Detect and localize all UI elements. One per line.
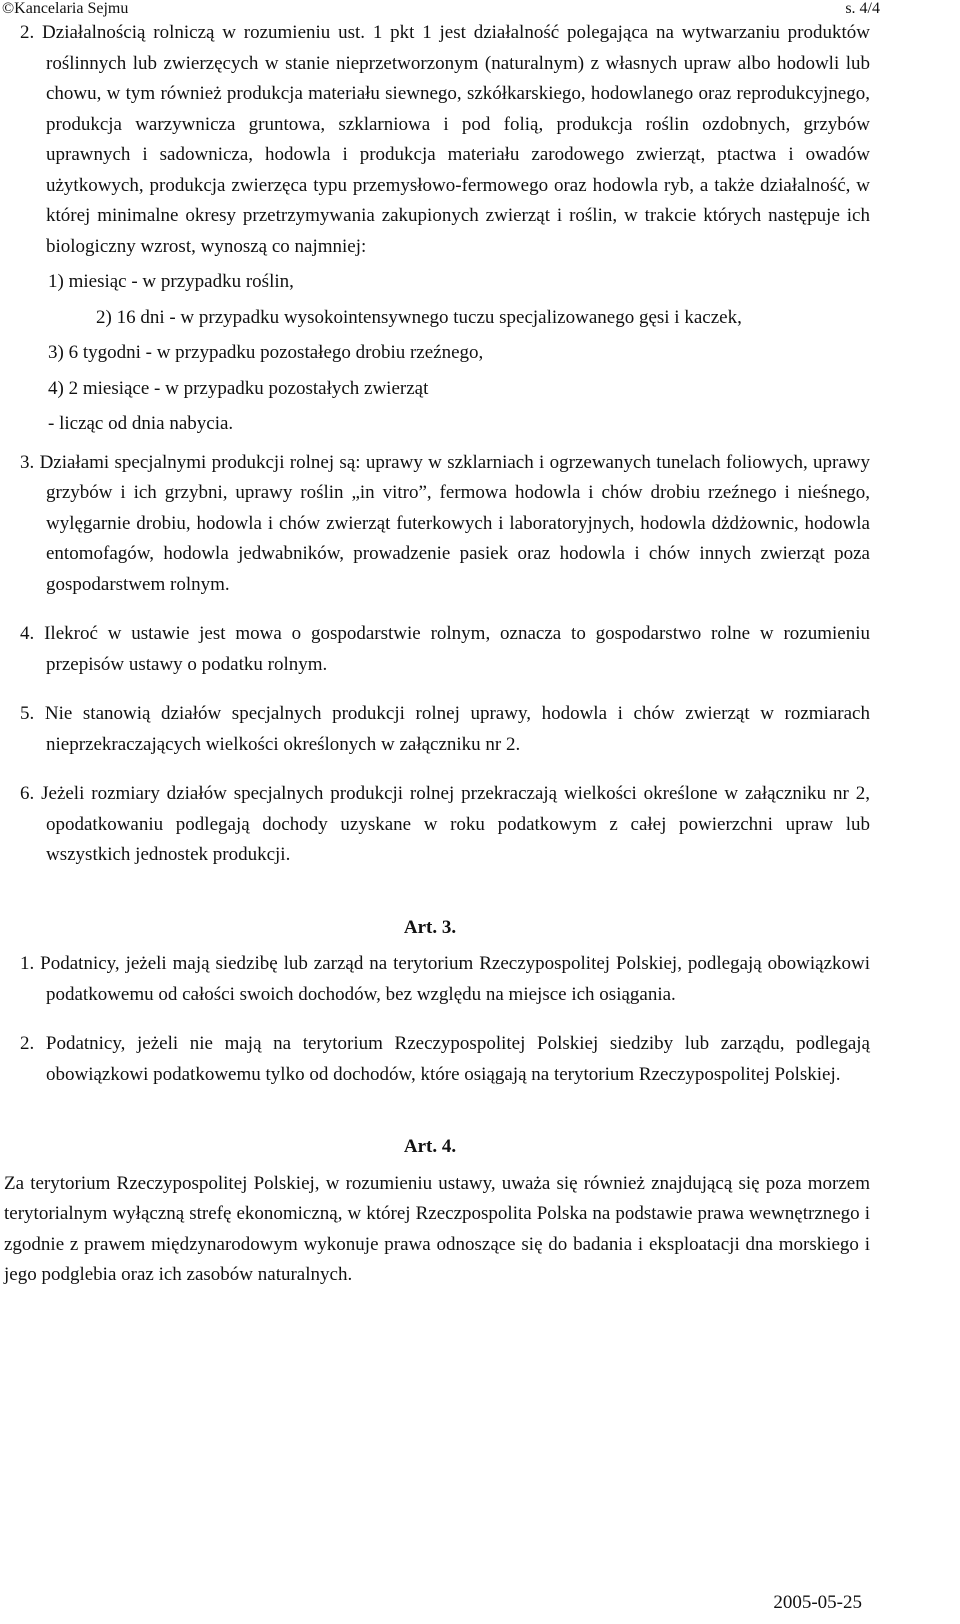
art3-section-2-text: 2. Podatnicy, jeżeli nie mają na terytorium Rzeczypospolitej Polskiej siedziby lub zarządu, podlegają obowiązkowi podatkowemu tylko od dochodów, które osiągają na terytorium Rzeczypospolitej Polskiej. [20, 1033, 870, 1085]
document-body [0, 18, 960, 1291]
section-3-text: 3. Działami specjalnymi produkcji rolnej są: uprawy w szklarniach i ogrzewanych tunelach foliowych, uprawy grzybów i ich grzybni, uprawy roślin „in vitro”, fermowa hodowla i chów drobiu rzeźnego i nieśnego, wylęgarnie drobiu, hodowla i chów zwierząt futerkowych i laboratoryjnych, hodowla dżdżownic, hodowla entomofagów, hodowla jedwabników, prowadzenie pasiek oraz hodowla i chów innych zwierząt poza gospodarstwem rolnym. [20, 451, 870, 595]
section-2-text: 2. Działalnością rolniczą w rozumieniu ust. 1 pkt 1 jest działalność polegająca na wytwarzaniu produktów roślinnych lub zwierzęcych w stanie nieprzetworzonym (naturalnym) z własnych upraw albo hodowli lub chowu, w tym również produkcja materiału siewnego, szkółkarskiego, hodowlanego oraz reprodukcyjnego, produkcja warzywnicza gruntowa, szklarniowa i pod folią, produkcja roślin ozdobnych, grzybów uprawnych i sadownicza, hodowla i produkcja materiału zarodowego zwierząt, ptactwa i owadów użytkowych, produkcja zwierzęca typu przemysłowo-fermowego oraz hodowla ryb, a także działalność, w której minimalne okresy przetrzymywania zakupionych zwierząt i roślin, w trakcie których następuje ich biologiczny wzrost, wynoszą co najmniej: [20, 22, 870, 257]
section-5-text: 5. Nie stanowią działów specjalnych produkcji rolnej uprawy, hodowla i chów zwierząt w rozmiarach nieprzekraczających wielkości określonych w załączniku nr 2. [20, 703, 870, 755]
section-6-text: 6. Jeżeli rozmiary działów specjalnych produkcji rolnej przekraczają wielkości określone w załączniku nr 2, opodatkowaniu podlegają dochody uzyskane w roku podatkowym z całej powierzchni upraw lub wszystkich jednostek produkcji. [20, 783, 870, 865]
art3-section-1-text: 1. Podatnicy, jeżeli mają siedzibę lub zarząd na terytorium Rzeczypospolitej Polskiej, podlegają obowiązkowi podatkowemu od całości swoich dochodów, bez względu na miejsce ich osiągania. [20, 953, 870, 1005]
page-number: s. 4/4 [845, 0, 880, 17]
document-date: 2005-05-25 [773, 1592, 862, 1613]
list-item: 1) miesiąc - w przypadku roślin, [48, 271, 294, 292]
list-item: 2) 16 dni - w przypadku wysokointensywnego tuczu specjalizowanego gęsi i kaczek, [96, 306, 742, 328]
article-3-title: Art. 3. [403, 916, 457, 938]
article-4-text: Za terytorium Rzeczypospolitej Polskiej, w rozumieniu ustawy, uważa się również znajdującą się poza morzem terytorialnym wyłączną strefę ekonomiczną, w której Rzeczpospolita Polska na podstawie prawa wewnętrznego i zgodnie z prawem międzynarodowym wykonuje prawa odnoszące się do badania i eksploatacji dna morskiego i jego podglebia oraz ich zasobów naturalnych. [4, 1172, 870, 1285]
list-item: 4) 2 miesiące - w przypadku pozostałych zwierząt [48, 377, 429, 399]
section-4-text: 4. Ilekroć w ustawie jest mowa o gospodarstwie rolnym, oznacza to gospodarstwo rolne w rozumieniu przepisów ustawy o podatku rolnym. [20, 623, 870, 675]
list-tail: - licząc od dnia nabycia. [48, 413, 234, 434]
publisher-label: ©Kancelaria Sejmu [2, 0, 129, 17]
list-item: 3) 6 tygodni - w przypadku pozostałego drobiu rzeźnego, [48, 342, 484, 363]
article-4-title: Art. 4. [403, 1136, 457, 1157]
page-header [2, 0, 960, 20]
